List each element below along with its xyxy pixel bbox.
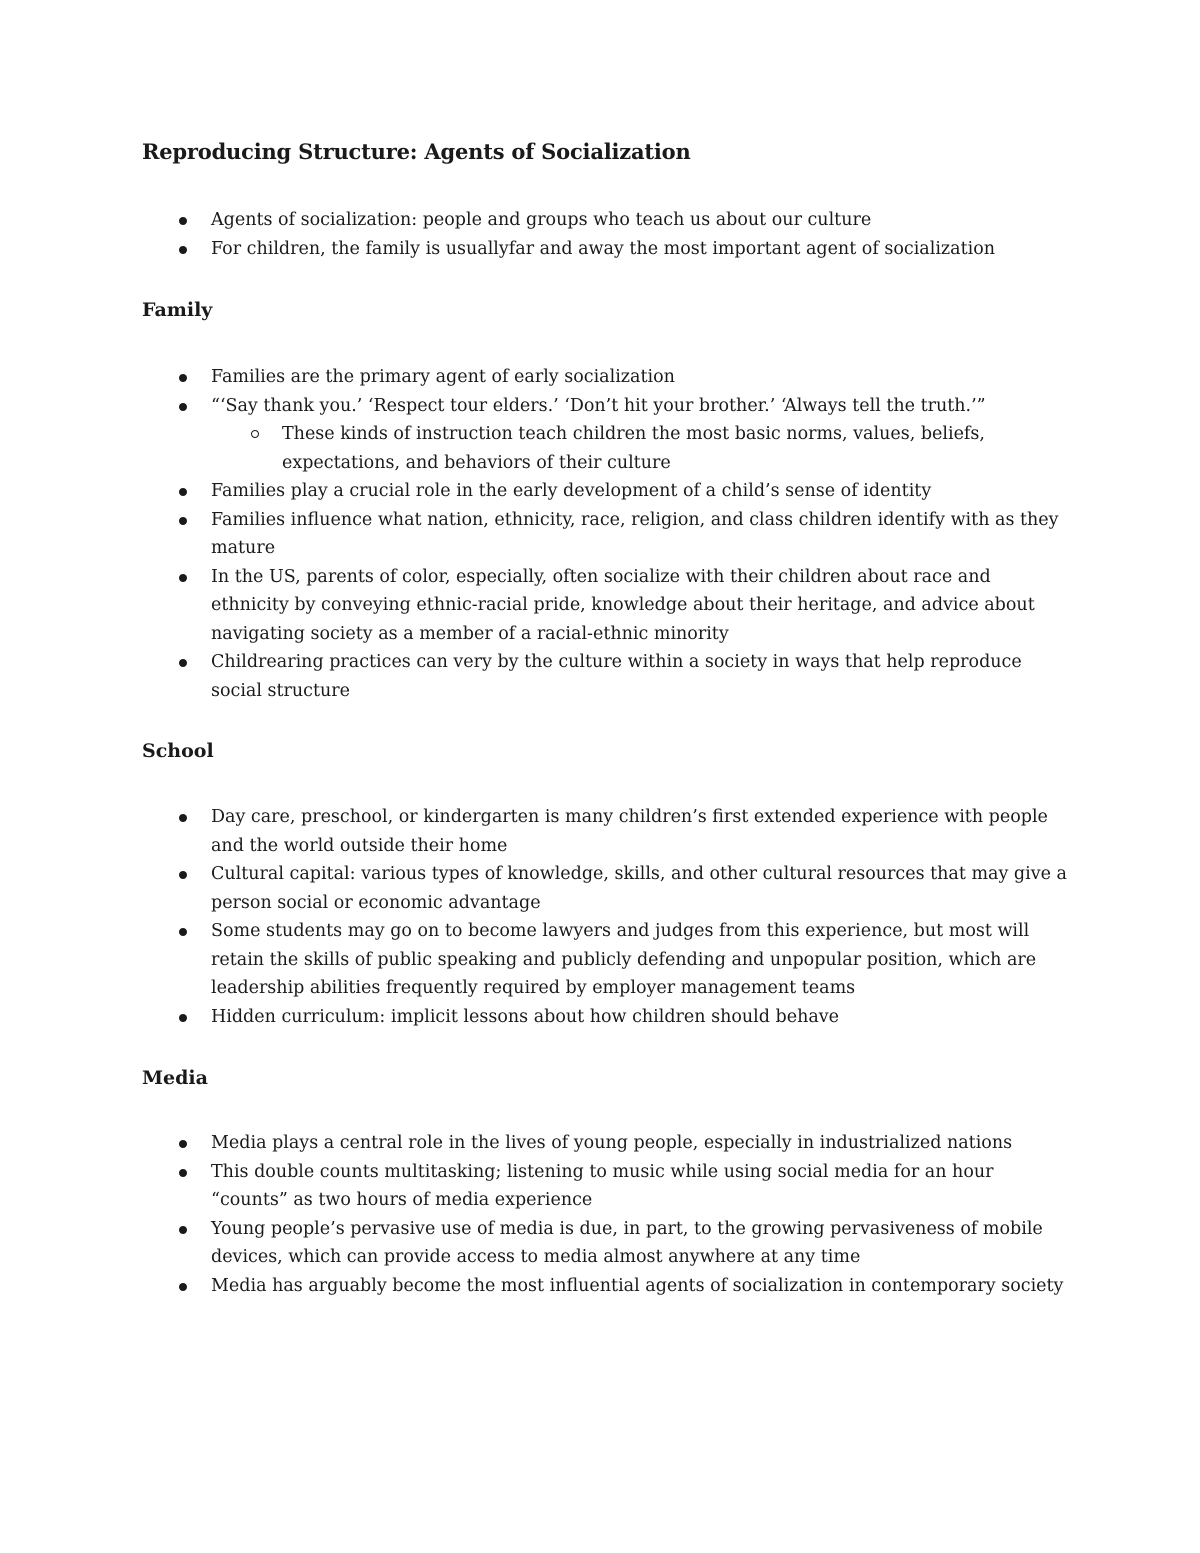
- list-item: Media plays a central role in the lives of young people, especially in industrialized nations: [142, 1129, 1072, 1158]
- section-heading-media: Media: [142, 1067, 208, 1089]
- media-list: [142, 1129, 1072, 1300]
- list-item: Families play a crucial role in the early development of a child’s sense of identity: [142, 477, 1072, 506]
- list-item-text: “‘Say thank you.’ ‘Respect tour elders.’ ‘Don’t hit your brother.’ ‘Always tell the truth.’”: [211, 395, 986, 416]
- family-list: [142, 363, 1072, 705]
- school-list: [142, 803, 1072, 1031]
- list-item: Some students may go on to become lawyers and judges from this experience, but most will retain the skills of public speaking and publicly defending and unpopular position, which are leadership abilities frequently required by employer management teams: [142, 917, 1072, 1003]
- list-item: Hidden curriculum: implicit lessons about how children should behave: [142, 1003, 1072, 1032]
- section-heading-school: School: [142, 740, 214, 762]
- list-item: In the US, parents of color, especially, often socialize with their children about race and ethnicity by conveying ethnic-racial pride, knowledge about their heritage, and advice about navigating society as a member of a racial-ethnic minority: [142, 563, 1072, 649]
- section-heading-family: Family: [142, 299, 213, 321]
- list-item: Families are the primary agent of early socialization: [142, 363, 1072, 392]
- list-item: Young people’s pervasive use of media is due, in part, to the growing pervasiveness of mobile devices, which can provide access to media almost anywhere at any time: [142, 1215, 1072, 1272]
- list-item: [142, 392, 1072, 478]
- family-sub-list: [211, 420, 1072, 477]
- list-item: Families influence what nation, ethnicity, race, religion, and class children identify with as they mature: [142, 506, 1072, 563]
- list-item: Day care, preschool, or kindergarten is many children’s first extended experience with people and the world outside their home: [142, 803, 1072, 860]
- list-item: Media has arguably become the most influential agents of socialization in contemporary society: [142, 1272, 1072, 1301]
- sub-list-item: These kinds of instruction teach children the most basic norms, values, beliefs, expectations, and behaviors of their culture: [211, 420, 1072, 477]
- list-item: Cultural capital: various types of knowledge, skills, and other cultural resources that may give a person social or economic advantage: [142, 860, 1072, 917]
- list-item: This double counts multitasking; listening to music while using social media for an hour “counts” as two hours of media experience: [142, 1158, 1072, 1215]
- intro-list: [142, 206, 1072, 263]
- page-title: Reproducing Structure: Agents of Socialization: [142, 139, 691, 164]
- list-item: Childrearing practices can very by the culture within a society in ways that help reproduce social structure: [142, 648, 1072, 705]
- list-item: Agents of socialization: people and groups who teach us about our culture: [142, 206, 1072, 235]
- list-item: For children, the family is usuallyfar and away the most important agent of socialization: [142, 235, 1072, 264]
